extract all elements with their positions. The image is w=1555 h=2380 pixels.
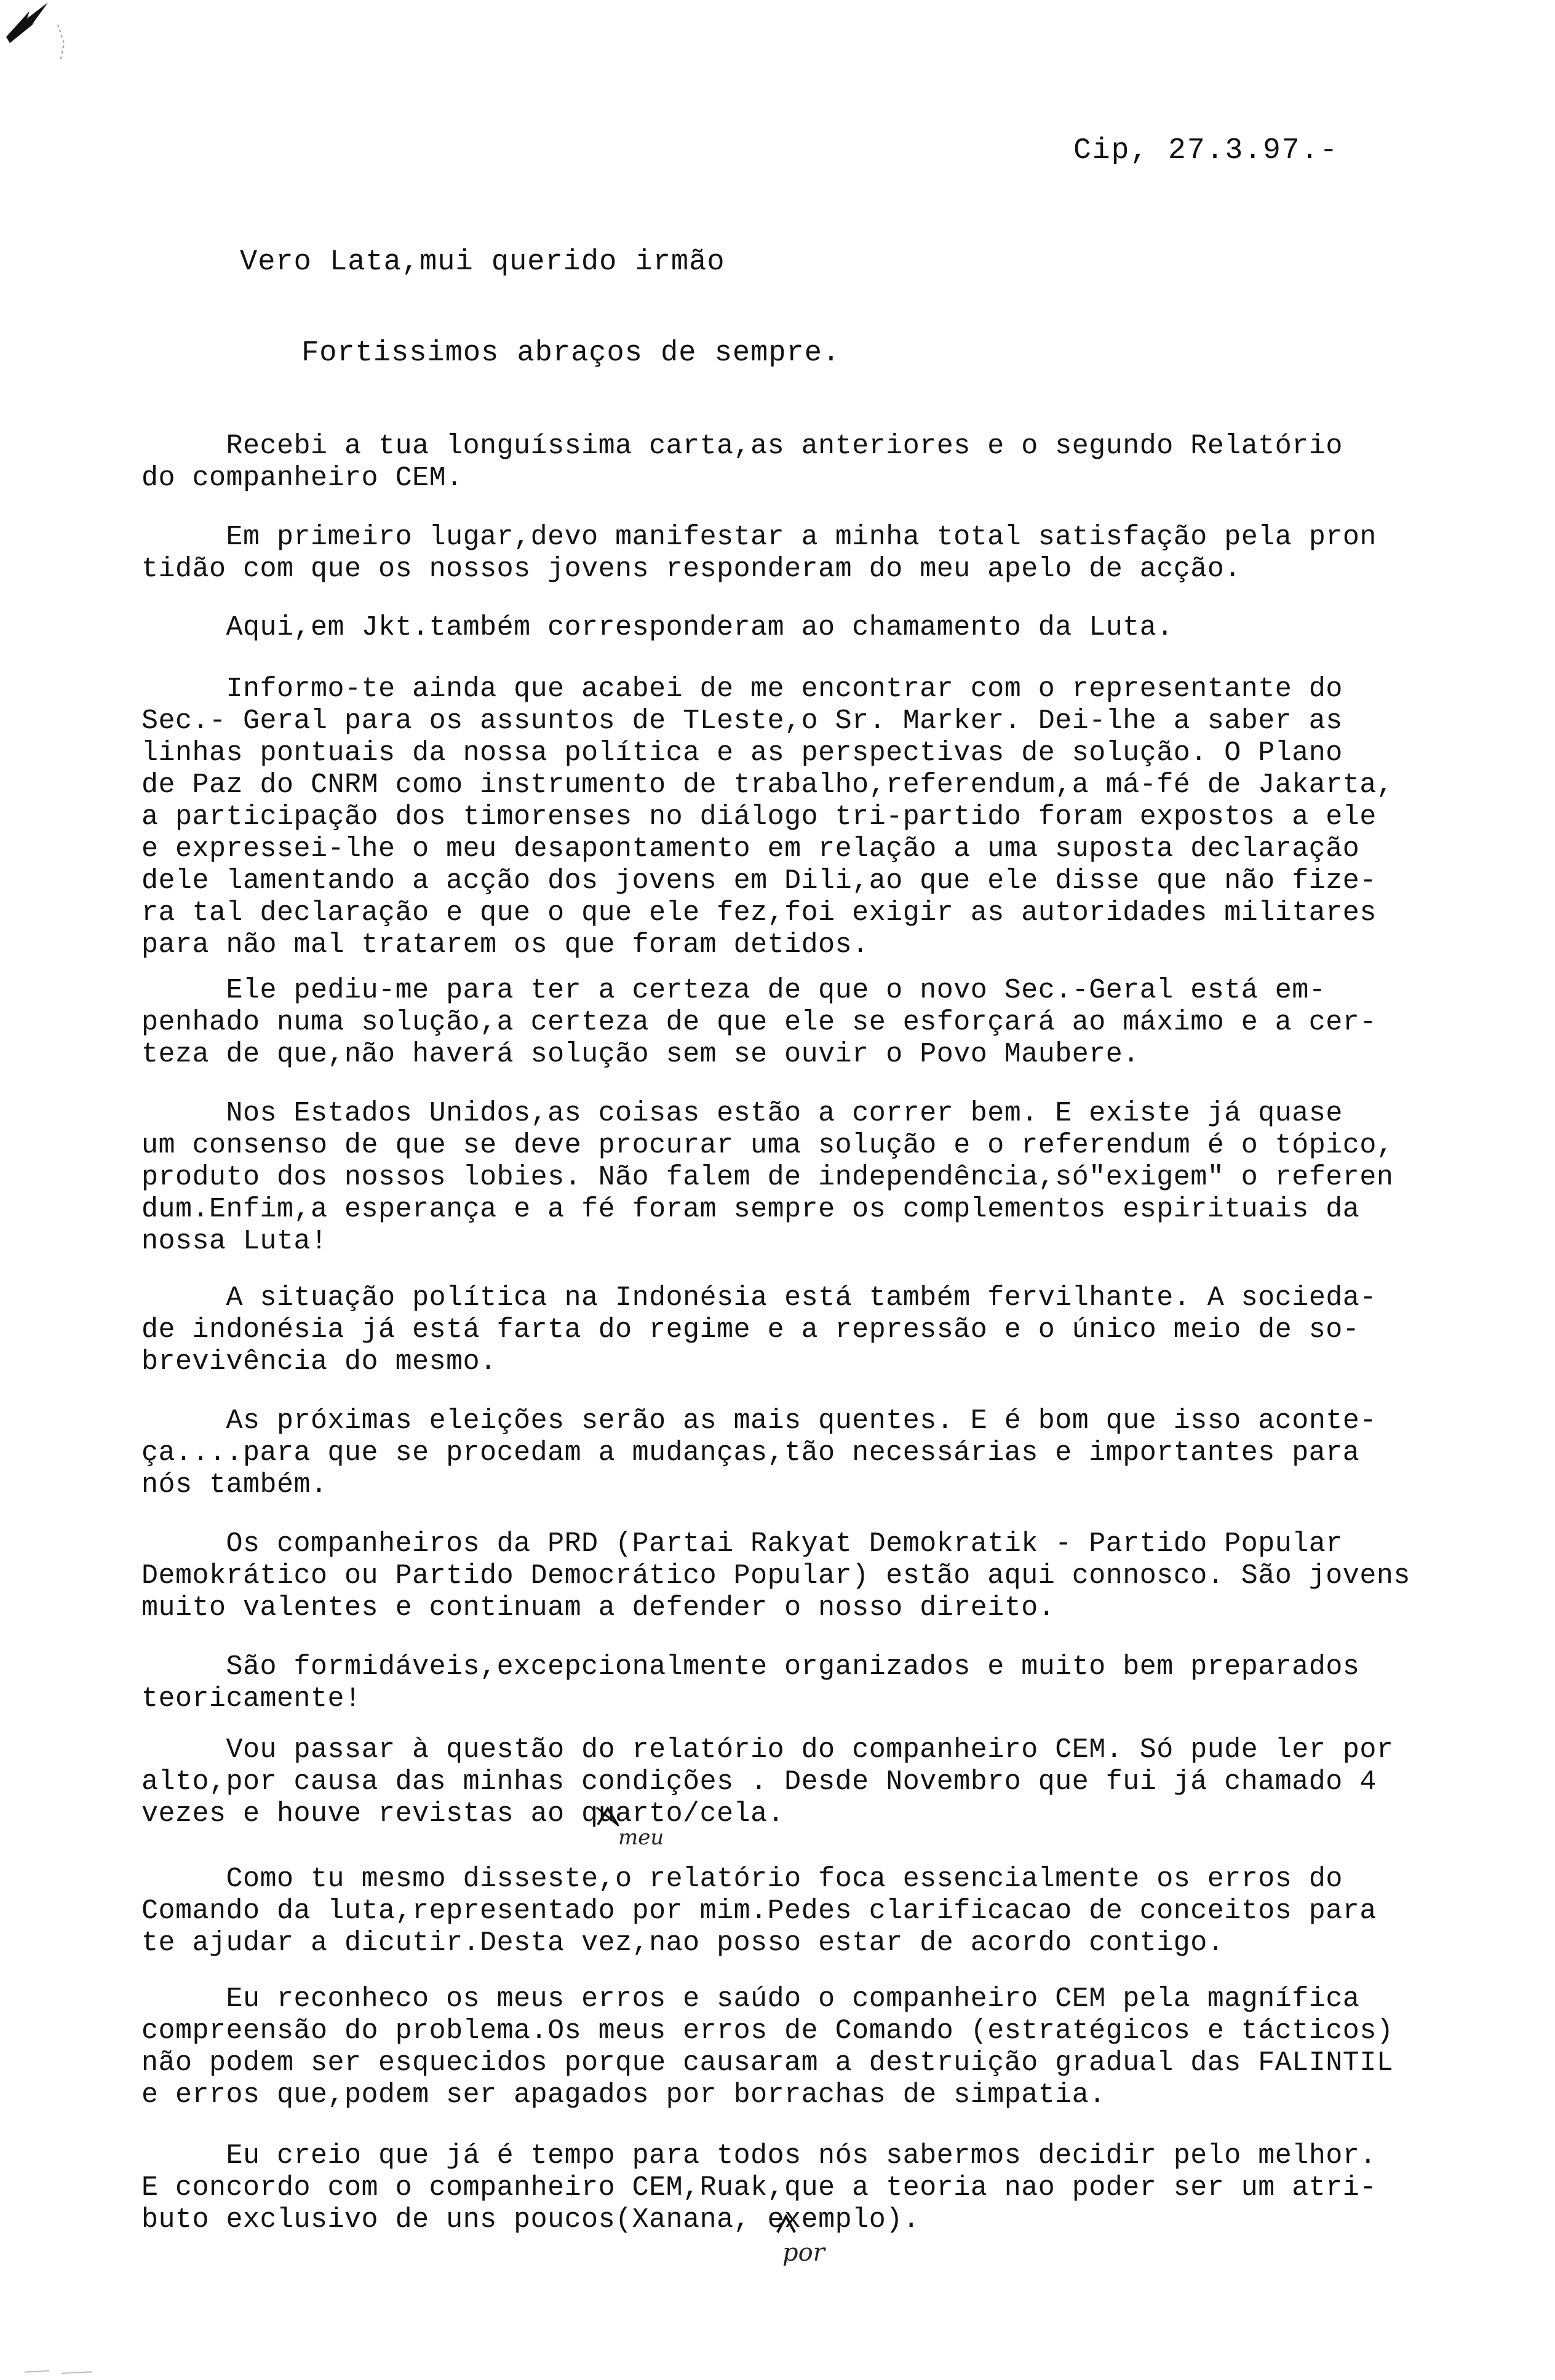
paragraph-2: Em primeiro lugar,devo manifestar a minha total satisfação pela pron tidão com que os nossos jovens responderam do meu apelo de acção. xyxy=(141,522,1377,585)
paragraph-6: Nos Estados Unidos,as coisas estão a correr bem. E existe já quase um consenso de que se deve procurar uma solução e o referendum é o tópico, produto dos nossos lobies. Não falem de independência,só"exigem" o referen dum.Enfim,a esperança e a fé foram sempre os complementos espirituais da nossa Luta! xyxy=(141,1098,1394,1257)
paragraph-7: A situação política na Indonésia está também fervilhante. A socieda- de indonésia já está farta do regime e a repressão e o único meio de so- brevivência do mesmo. xyxy=(141,1282,1377,1378)
paragraph-12: Como tu mesmo disseste,o relatório foca essencialmente os erros do Comando da luta,representado por mim.Pedes clarificacao de conceitos para te ajudar a dicutir.Desta vez,nao posso estar de acordo contigo. xyxy=(141,1863,1377,1959)
paragraph-11: Vou passar à questão do relatório do companheiro CEM. Só pude ler por alto,por causa das minhas condições . Desde Novembro que fui já chamado 4 vezes e houve revistas ao quarto/cela. xyxy=(141,1734,1394,1830)
letter-date: Cip, 27.3.97.- xyxy=(1073,134,1339,167)
paragraph-14: Eu creio que já é tempo para todos nós sabermos decidir pelo melhor. E concordo com o companheiro CEM,Ruak,que a teoria nao poder ser um atri- buto exclusivo de uns poucos(Xanana, exemplo). xyxy=(141,2140,1377,2235)
paragraph-9: Os companheiros da PRD (Partai Rakyat Demokratik - Partido Popular Demokrático ou Partido Democrático Popular) estão aqui connosco. São jovens muito valentes e continuam a defender o nosso direito. xyxy=(141,1528,1410,1624)
pen-mark-icon xyxy=(5,0,79,68)
handwritten-caret-icon xyxy=(774,2214,798,2235)
handwritten-insertion-por: por xyxy=(782,2239,825,2267)
paragraph-5: Ele pediu-me para ter a certeza de que o novo Sec.-Geral está em- penhado numa solução,a certeza de que ele se esforçará ao máximo e a cer- teza de que,não haverá solução sem se ouvir o Povo Maubere. xyxy=(141,975,1377,1070)
scan-artifact-icon xyxy=(25,2365,98,2377)
handwritten-caret-icon xyxy=(595,1805,620,1827)
paragraph-3: Aqui,em Jkt.também corresponderam ao chamamento da Luta. xyxy=(141,612,1174,643)
paragraph-1: Recebi a tua longuíssima carta,as anteriores e o segundo Relatório do companheiro CEM. xyxy=(141,430,1343,494)
paragraph-10: São formidáveis,excepcionalmente organizados e muito bem preparados teoricamente! xyxy=(141,1651,1360,1715)
greeting: Fortissimos abraços de sempre. xyxy=(301,337,841,370)
paragraph-8: As próximas eleições serão as mais quentes. E é bom que isso aconte- ça....para que se procedam a mudanças,tão necessárias e importantes para nós também. xyxy=(141,1405,1377,1501)
salutation: Vero Lata,mui querido irmão xyxy=(240,246,725,279)
paragraph-13: Eu reconheco os meus erros e saúdo o companheiro CEM pela magnífica compreensão do problema.Os meus erros de Comando (estratégicos e tácticos) não podem ser esquecidos porque causaram a destruição gradual das FALINTIL e erros que,podem ser apagados por borrachas de simpatia. xyxy=(141,1983,1394,2111)
paragraph-4: Informo-te ainda que acabei de me encontrar com o representante do Sec.- Geral para os assuntos de TLeste,o Sr. Marker. Dei-lhe a saber as linhas pontuais da nossa política e as perspectivas de solução. O Plano de Paz do CNRM como instrumento de trabalho,referendum,a má-fé de Jakarta, a participação dos timorenses no diálogo tri-partido foram expostos a ele e expressei-lhe o meu desapontamento em relação a uma suposta declaração dele lamentando a acção dos jovens em Dili,ao que ele disse que não fize- ra tal declaração e que o que ele fez,foi exigir as autoridades militares para não mal tratarem os que foram detidos. xyxy=(141,673,1394,961)
handwritten-insertion-meu: meu xyxy=(618,1825,664,1850)
